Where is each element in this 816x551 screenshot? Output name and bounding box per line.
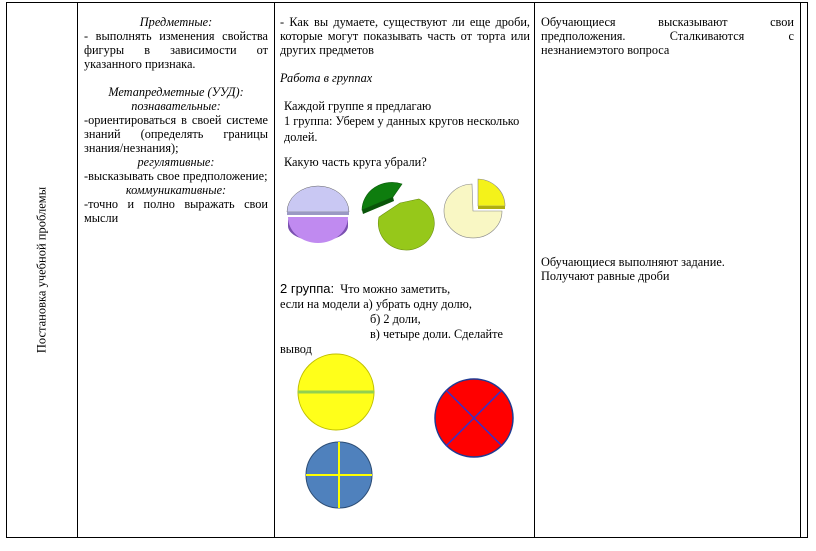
- teacher-cell: [275, 3, 535, 538]
- empty-cell: [801, 3, 808, 538]
- cognitive-title: познавательные:: [131, 99, 221, 113]
- group2-label: 2 группа:: [280, 281, 335, 296]
- group1-task: 1 группа: Уберем у данных кругов несколько долей.: [284, 114, 520, 144]
- pie-chart-3: [444, 179, 505, 238]
- group2-line2: если на модели а) убрать одну долю,: [280, 297, 472, 311]
- pie-chart-1: [287, 186, 349, 243]
- group-work-title: Работа в группах: [280, 71, 373, 85]
- subject-title: Предметные:: [139, 15, 213, 29]
- regulative-text: -высказывать свое предположение;: [84, 169, 268, 183]
- students-cell: [535, 3, 801, 538]
- fraction-figures: [275, 3, 534, 537]
- offer-text: Каждой группе я предлагаю: [284, 99, 432, 113]
- regulative-title: регулятивные:: [137, 155, 215, 169]
- group2-line4: в) четыре доли. Сделайте: [370, 327, 503, 341]
- communicative-title: коммуникативные:: [125, 183, 227, 197]
- table-row: [7, 3, 808, 538]
- group2-line1: Что можно заметить,: [340, 282, 451, 296]
- students-text-2-line2: Получают равные дроби: [541, 269, 670, 283]
- students-text-1: Обучающиеся высказывают свои предположения. Сталкиваются с незнаниемэтого вопроса: [541, 15, 794, 57]
- question-text: - Как вы думаете, существуют ли еще дроби, которые могут показывать часть от торта или других предметов: [280, 15, 530, 57]
- communicative-text: -точно и полно выражать свои мысли: [84, 197, 268, 225]
- lesson-table: [6, 2, 808, 538]
- students-text-2-line1: Обучающиеся выполняют задание.: [541, 255, 725, 269]
- group2-line5: вывод: [280, 342, 312, 356]
- group2-line3: б) 2 доли,: [370, 312, 421, 326]
- row-heading-cell: [7, 3, 78, 538]
- subject-text: - выполнять изменения свойства фигуры в зависимости от указанного признака.: [84, 29, 268, 71]
- cognitive-text: -ориентироваться в своей системе знаний (определять границы знания/незнания);: [84, 113, 268, 155]
- outcomes-cell: [78, 3, 275, 538]
- pie-chart-2: [362, 182, 434, 250]
- meta-title: Метапредметные (УУД):: [108, 85, 244, 99]
- blue-circle-model: [306, 442, 372, 508]
- row-heading: Постановка учебной проблемы: [34, 186, 49, 354]
- yellow-circle-model: [298, 354, 374, 430]
- group1-question: Какую часть круга убрали?: [284, 155, 427, 169]
- red-circle-model: [435, 379, 513, 457]
